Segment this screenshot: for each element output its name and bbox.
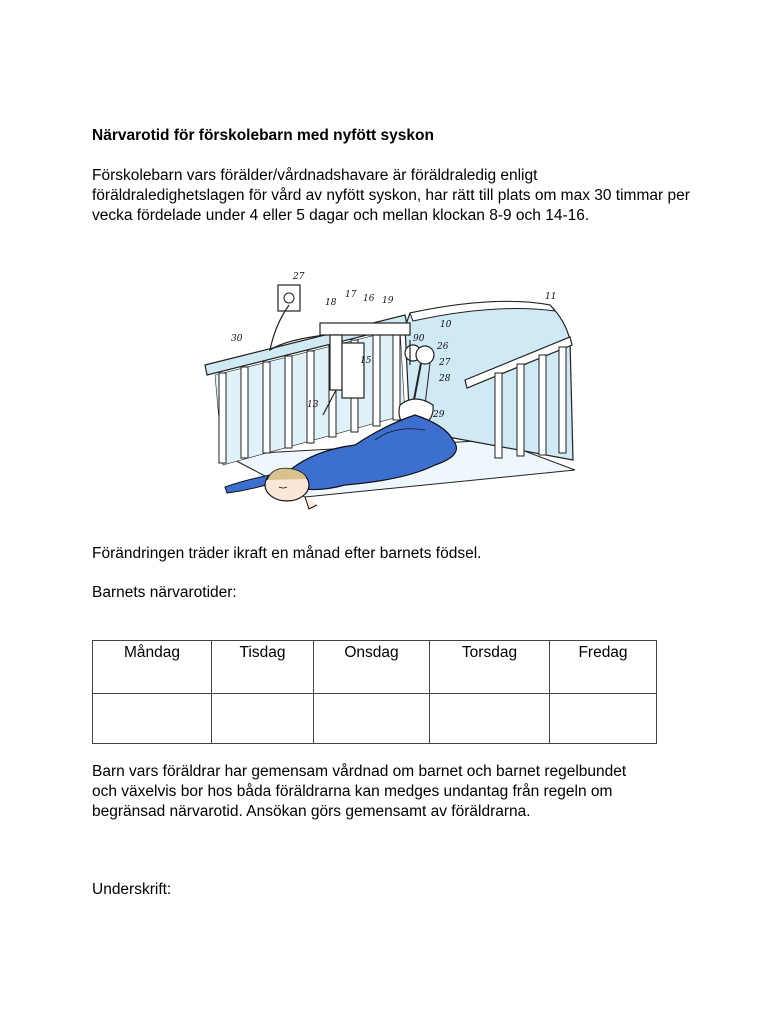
ref-number: 18 bbox=[325, 298, 337, 308]
ref-number: 10 bbox=[440, 320, 452, 330]
crib-illustration bbox=[195, 265, 585, 520]
ref-number: 29 bbox=[433, 410, 445, 420]
day-header-thursday: Torsdag bbox=[430, 641, 550, 694]
intro-paragraph: Förskolebarn vars förälder/vårdnadshavare är föräldraledig enligt föräldraledighetslagen för vård av nyfött syskon, har rätt till plats om max 30 timmar per vecka fördelade under 4 eller 5 dagar och mellan klockan 8-9 och 14-16. bbox=[92, 167, 690, 224]
ref-number: 19 bbox=[382, 296, 394, 306]
ref-number: 26 bbox=[437, 342, 449, 352]
ref-number: 90 bbox=[413, 334, 425, 344]
ref-number: 30 bbox=[231, 334, 243, 344]
time-cell-tuesday[interactable] bbox=[212, 694, 314, 744]
change-notice: Förändringen träder ikraft en månad efter barnets födsel. bbox=[92, 545, 482, 562]
table-header-row bbox=[93, 641, 657, 694]
signature-label: Underskrift: bbox=[92, 881, 172, 898]
ref-number: 16 bbox=[363, 294, 375, 304]
document-title: Närvarotid för förskolebarn med nyfött syskon bbox=[92, 127, 434, 144]
ref-number: 13 bbox=[307, 400, 319, 410]
time-cell-thursday[interactable] bbox=[430, 694, 550, 744]
ref-number: 11 bbox=[545, 292, 557, 302]
attendance-label: Barnets närvarotider: bbox=[92, 584, 237, 601]
table-row bbox=[93, 694, 657, 744]
joint-custody-paragraph: Barn vars föräldrar har gemensam vårdnad om barnet och barnet regelbundet och växelvis bor hos båda föräldrarna kan medges undantag från regeln om begränsad närvarotid. Ansökan görs gemensamt av föräldrarna. bbox=[92, 763, 627, 820]
attendance-table bbox=[92, 640, 657, 744]
time-cell-wednesday[interactable] bbox=[314, 694, 430, 744]
time-cell-friday[interactable] bbox=[550, 694, 657, 744]
ref-number: 28 bbox=[439, 374, 451, 384]
time-cell-monday[interactable] bbox=[93, 694, 212, 744]
day-header-friday: Fredag bbox=[550, 641, 657, 694]
ref-number: 27 bbox=[439, 358, 451, 368]
ref-number: 15 bbox=[360, 356, 372, 366]
ref-number: 17 bbox=[345, 290, 357, 300]
ref-number: 27 bbox=[293, 272, 305, 282]
day-header-wednesday: Onsdag bbox=[314, 641, 430, 694]
day-header-tuesday: Tisdag bbox=[212, 641, 314, 694]
day-header-monday: Måndag bbox=[93, 641, 212, 694]
